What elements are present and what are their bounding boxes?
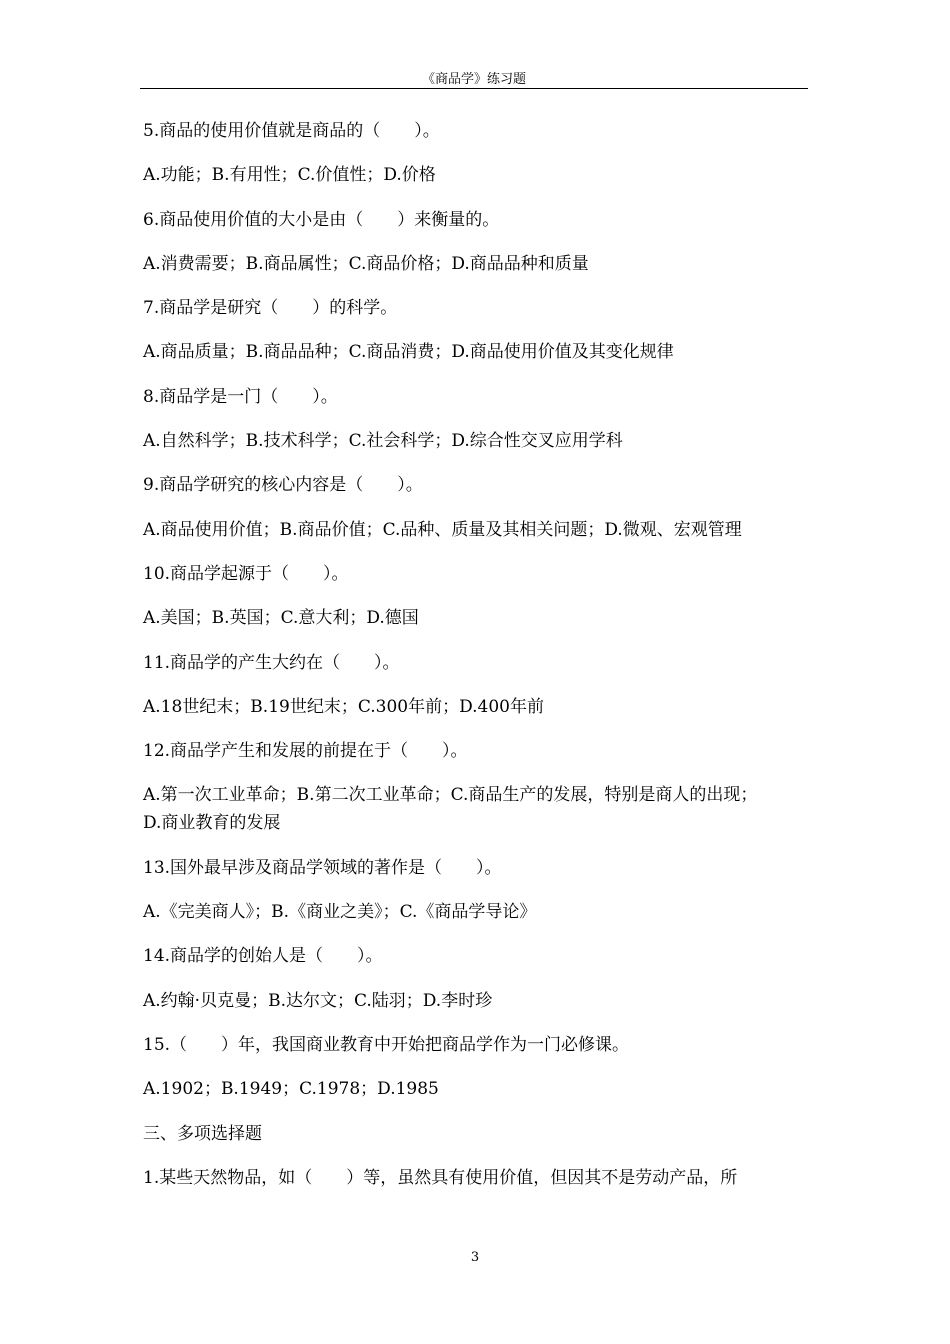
options-12-line-2: D.商业教育的发展 (143, 813, 281, 834)
question-11: 11.商品学的产生大约在（ ）。 (143, 652, 400, 673)
options-13: A.《完美商人》；B.《商业之美》；C.《商品学导论》 (143, 902, 537, 923)
question-13: 13.国外最早涉及商品学领域的著作是（ ）。 (143, 857, 502, 878)
question-9: 9.商品学研究的核心内容是（ ）。 (143, 475, 423, 496)
question-8: 8.商品学是一门（ ）。 (143, 386, 338, 407)
options-12-line-1: A.第一次工业革命；B.第二次工业革命；C.商品生产的发展，特别是商人的出现； (143, 785, 758, 806)
options-11: A.18世纪末；B.19世纪末；C.300年前；D.400年前 (143, 696, 544, 717)
question-list (143, 117, 813, 1208)
options-8: A.自然科学；B.技术科学；C.社会科学；D.综合性交叉应用学科 (143, 431, 623, 452)
options-15: A.1902；B.1949；C.1978；D.1985 (143, 1079, 439, 1100)
options-14: A.约翰·贝克曼；B.达尔文；C.陆羽；D.李时珍 (143, 990, 493, 1011)
options-5: A.功能；B.有用性；C.价值性；D.价格 (143, 165, 436, 186)
page-header: 《商品学》练习题 (421, 72, 526, 87)
options-7: A.商品质量；B.商品品种；C.商品消费；D.商品使用价值及其变化规律 (143, 342, 674, 363)
multi-question-1: 1.某些天然物品，如（ ）等，虽然具有使用价值，但因其不是劳动产品，所 (143, 1167, 738, 1188)
header-divider (140, 88, 808, 89)
options-9: A.商品使用价值；B.商品价值；C.品种、质量及其相关问题；D.微观、宏观管理 (143, 519, 742, 540)
question-6: 6.商品使用价值的大小是由（ ）来衡量的。 (143, 209, 500, 230)
question-10: 10.商品学起源于（ ）。 (143, 563, 349, 584)
page-number: 3 (470, 1250, 480, 1265)
question-12: 12.商品学产生和发展的前提在于（ ）。 (143, 741, 468, 762)
question-5: 5.商品的使用价值就是商品的（ ）。 (143, 121, 440, 141)
options-10: A.美国；B.英国；C.意大利；D.德国 (143, 608, 419, 629)
options-6: A.消费需要；B.商品属性；C.商品价格；D.商品品种和质量 (143, 253, 589, 274)
question-14: 14.商品学的创始人是（ ）。 (143, 946, 383, 967)
question-7: 7.商品学是研究（ ）的科学。 (143, 298, 398, 319)
question-15: 15.（ ）年，我国商业教育中开始把商品学作为一门必修课。 (143, 1034, 630, 1055)
section-heading-multiple-choice: 三、多项选择题 (143, 1123, 262, 1144)
